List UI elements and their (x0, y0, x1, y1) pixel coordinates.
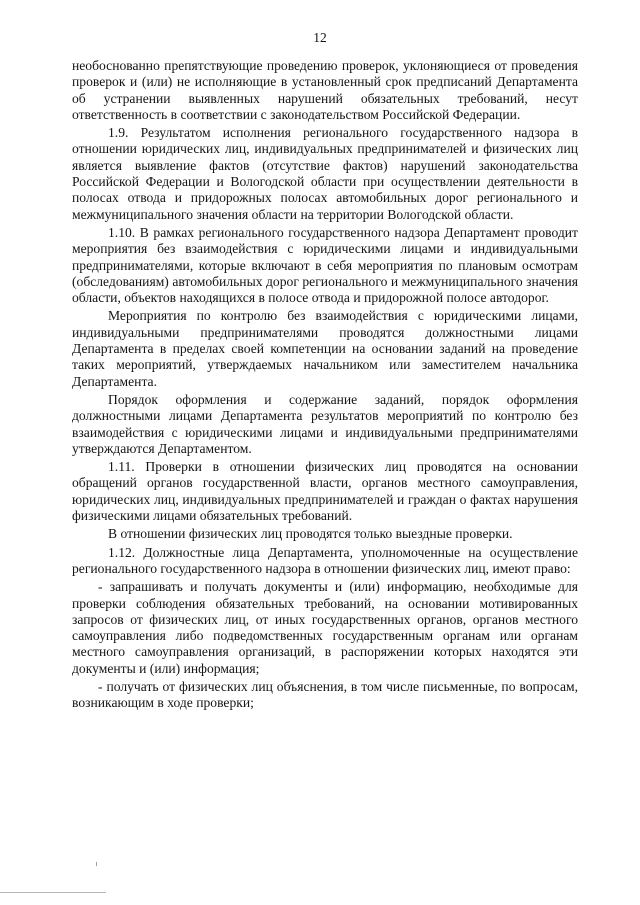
paragraph-control-measures: Мероприятия по контролю без взаимодействия с юридическими лицами, индивидуальными предпринимателями проводятся должностными лицами Департамента в пределах своей компетенции на основании заданий на проведение таких мероприятий, утверждаемых начальником или заместителем начальника Департамента. (72, 308, 578, 389)
page-number: 12 (313, 30, 327, 45)
scan-edge-line (0, 892, 106, 893)
paragraph-1-9: 1.9. Результатом исполнения регионального государственного надзора в отношении юридических лиц, индивидуальных предпринимателей и физических лиц является выявление фактов (отсутствие фактов) нарушений законодательства Российской Федерации и Вологодской области при осуществлении деятельности в полосах отвода и придорожных полосах автомобильных дорог регионального и межмуниципального значения области на территории Вологодской области. (72, 125, 578, 222)
list-item-obtain-explanations: - получать от физических лиц объяснения, в том числе письменные, по вопросам, возникающим в ходе проверки; (72, 678, 578, 711)
paragraph-1-12: 1.12. Должностные лица Департамента, уполномоченные на осуществление регионального государственного надзора в отношении физических лиц, имеют право: (72, 544, 578, 576)
scan-mark (96, 862, 97, 866)
paragraph-field-inspections: В отношении физических лиц проводятся только выездные проверки. (108, 526, 513, 542)
paragraph-1-11: 1.11. Проверки в отношении физических лиц проводятся на основании обращений органов государственной власти, органов местного самоуправления, юридических лиц, индивидуальных предпринимателей и граждан о фактах нарушения физическими лицами обязательных требований. (72, 459, 578, 524)
paragraph-1-10: 1.10. В рамках регионального государственного надзора Департамент проводит мероприятия без взаимодействия с юридическими лицами и индивидуальными предпринимателями, которые включают в себя мероприятия по плановым осмотрам (обследованиям) автомобильных дорог регионального и межмуниципального значения области, объектов находящихся в полосе отвода и придорожной полосе автодорог. (72, 224, 578, 306)
paragraph-tasks-procedure: Порядок оформления и содержание заданий, порядок оформления должностными лицами Департамента результатов мероприятий по контролю без взаимодействия с юридическими лицами и индивидуальными предпринимателями утверждаются Департаментом. (72, 391, 578, 456)
document-body (72, 58, 578, 714)
list-item-request-documents: - запрашивать и получать документы и (или) информацию, необходимые для проверки соблюдения обязательных требований, на основании мотивированных запросов от физических лиц, от иных государственных органов, органов местного самоуправления либо подведомственных государственным органам или органам местного самоуправления организаций, в распоряжении которых находятся эти документы и (или) информация; (72, 579, 578, 676)
paragraph-responsibility-continued: необоснованно препятствующие проведению проверок, уклоняющиеся от проведения проверок и (или) не исполняющие в установленный срок предписаний Департамента об устранении выявленных нарушений обязательных требований, несут ответственность в соответствии с законодательством Российской Федерации. (72, 58, 578, 122)
